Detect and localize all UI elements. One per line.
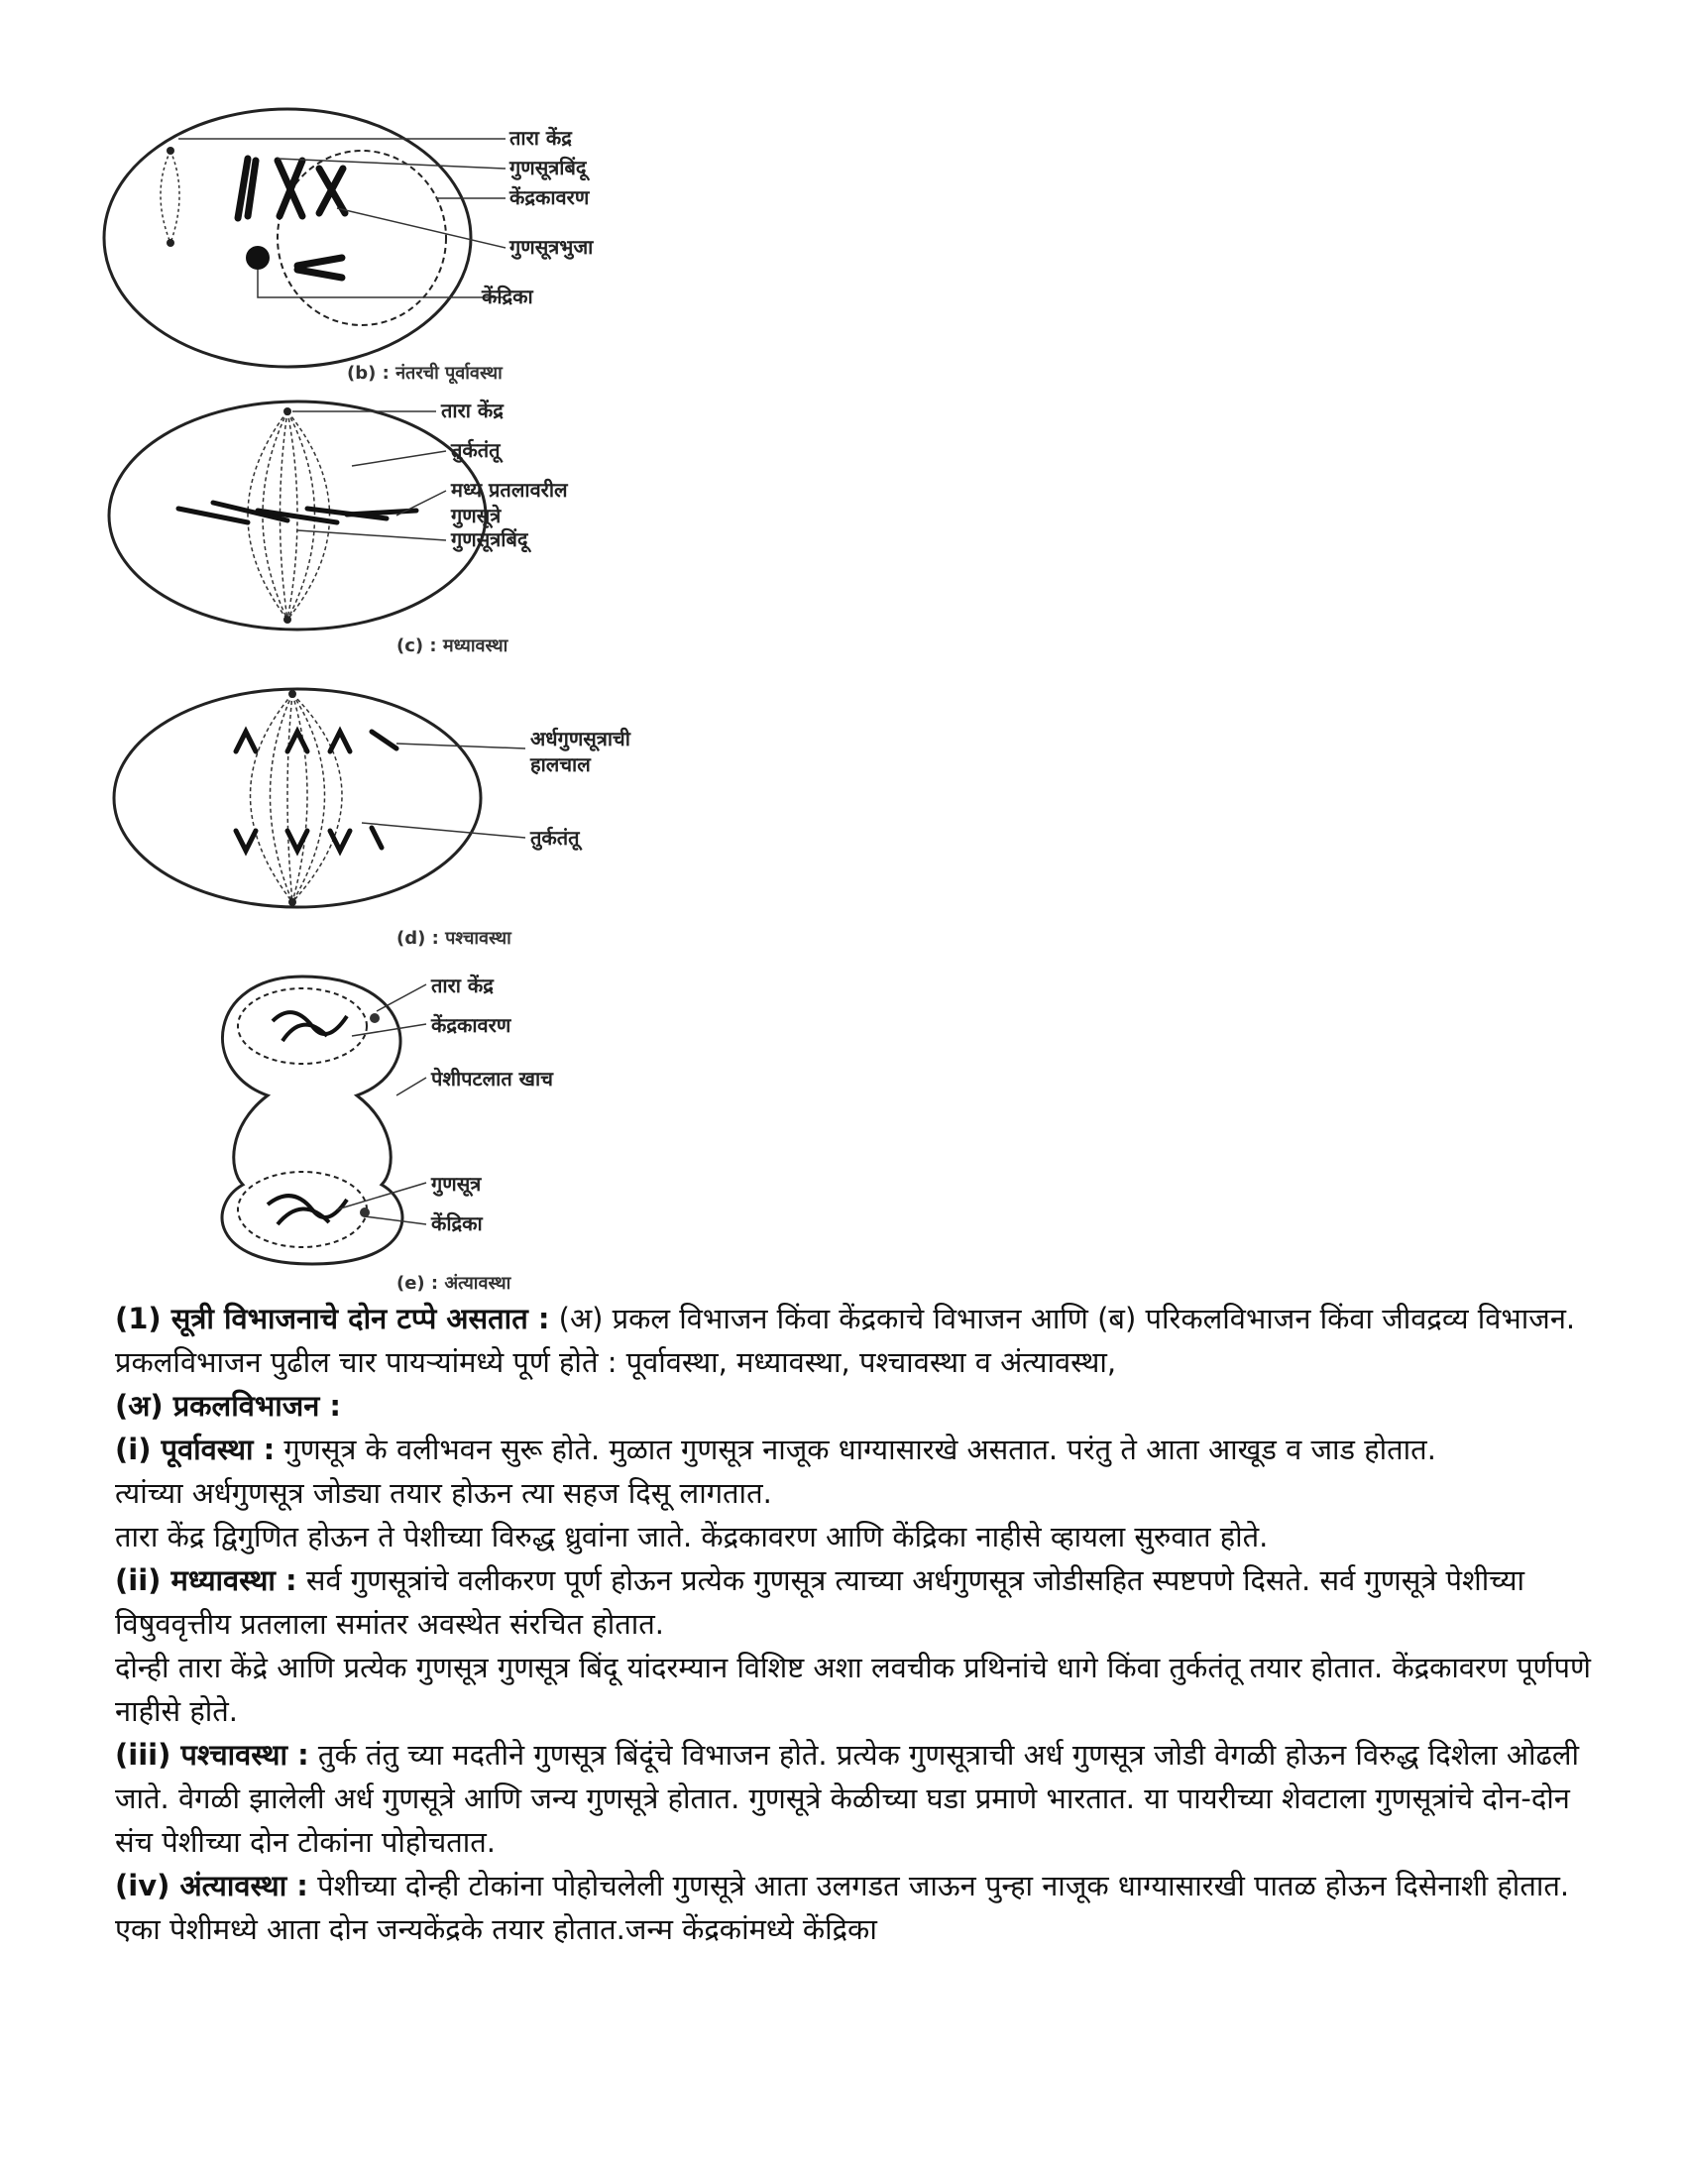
heading-telophase: (iv) अंत्यावस्था : [115,1869,308,1902]
spindle-fibres [251,694,343,902]
figure-caption: (b) : नंतरची पूर्वावस्था [347,363,503,384]
label-centromere: गुणसूत्रबिंदू [451,527,528,551]
paragraph-metaphase [115,1558,1592,1646]
centrosome [167,147,174,247]
paragraph-anaphase [115,1733,1592,1864]
figure-caption: (e) : अंत्यावस्था [396,1273,511,1294]
leader-line [258,270,506,297]
paragraph-body: (अ) प्रकल विभाजन किंवा केंद्रकाचे विभाजन आणि (ब) परिकलविभाजन किंवा जीवद्रव्य विभाजन. प्रकलविभाजन पुढील चार पायऱ्यांमध्ये पूर्ण होते : पूर्वावस्था, मध्यावस्था, पश्चावस्था व अंत्यावस्था, [115,1302,1576,1379]
label-spindle-fibre: तुर्कतंतू [530,826,580,850]
paragraph-body: गुणसूत्र के वलीभवन सुरू होते. मुळात गुणसूत्र नाजूक धाग्यासारखे असतात. परंतु ते आता आखूड व जाड होतात. [275,1433,1436,1466]
body-text [115,1297,1592,1951]
paragraph-chromatid-pairs: त्यांच्या अर्धगुणसूत्र जोड्या तयार होऊन त्या सहज दिसू लागतात. [115,1476,772,1510]
spindle-left [161,151,179,243]
heading-metaphase: (ii) मध्यावस्था : [115,1563,297,1597]
chromatids-moving [236,732,396,851]
chromatin [268,1012,347,1224]
heading-anaphase: (iii) पश्चावस्था : [115,1738,309,1772]
heading-mitosis-stages: (1) सूत्री विभाजनाचे दोन टप्पे असतात : [115,1302,550,1335]
paragraph-spindle-fibres: दोन्ही तारा केंद्रे आणि प्रत्येक गुणसूत्र गुणसूत्र बिंदू यांदरम्यान विशिष्ट अशा लवचीक प्रथिनांचे धागे किंवा तुर्कतंतू तयार होतात. केंद्रकावरण पूर्णपणे नाहीसे होते. [115,1651,1591,1728]
chromosomes [178,503,416,522]
heading-text: (अ) प्रकलविभाजन : [115,1389,342,1423]
nucleolus [246,246,270,270]
label-chromosomes: गुणसूत्रे [451,504,502,527]
nuclear-envelope [278,151,446,325]
figure-e-telophase [99,967,714,1294]
label-chromosome: गुणसूत्र [431,1172,482,1196]
label-cleavage-furrow: पेशीपटलात खाच [431,1067,553,1091]
label-centrosome: तारा केंद्र [431,974,494,997]
figure-d-anaphase [99,674,714,962]
label-chromosome-arm: गुणसूत्रभुजा [509,235,594,259]
label-nuclear-envelope: केंद्रकावरण [431,1013,511,1037]
figure-caption: (c) : मध्यावस्था [396,635,508,656]
label-spindle-fibre: तुर्कतंतू [451,438,501,462]
paragraph-mitosis-stages [115,1297,1592,1384]
label-nucleolus: केंद्रिका [431,1211,483,1235]
label-nucleolus: केंद्रिका [482,285,533,308]
paragraph-centrosome-division: तारा केंद्र द्विगुणित होऊन ते पेशीच्या विरुद्ध ध्रुवांना जाते. केंद्रकावरण आणि केंद्रिका नाहीसे व्हायला सुरुवात होते. [115,1520,1269,1553]
paragraph-prophase [115,1428,1592,1471]
figure-b-late-prophase [99,99,714,387]
figure-caption: (d) : पश्चावस्था [396,928,511,949]
cell-membrane [114,689,481,907]
heading-karyokinesis [115,1384,1592,1428]
paragraph-telophase [115,1864,1592,1951]
label-movement: हालचाल [530,752,591,776]
label-chromatid-movement: अर्धगुणसूत्राची [530,727,630,750]
paragraph-body: सर्व गुणसूत्रांचे वलीकरण पूर्ण होऊन प्रत्येक गुणसूत्र त्याच्या अर्धगुणसूत्र जोडीसहित स्पष्टपणे दिसते. सर्व गुणसूत्रे पेशीच्या विषुववृत्तीय प्रतलाला समांतर अवस्थेत संरचित होतात. [115,1563,1525,1641]
label-metaphase-plate: मध्य प्रतलावरील [451,478,568,502]
label-centrosome: तारा केंद्र [441,399,504,422]
label-centrosome: तारा केंद्र [509,126,572,150]
heading-prophase: (i) पूर्वावस्था : [115,1433,276,1466]
figure-c-metaphase [99,392,714,669]
cell-membrane [104,109,471,367]
leader-line [337,208,506,248]
paragraph-body: पेशीच्या दोन्ही टोकांना पोहोचलेली गुणसूत्रे आता उलगडत जाऊन पुन्हा नाजूक धाग्यासारखी पातळ होऊन दिसेनाशी होतात. एका पेशीमध्ये आता दोन जन्यकेंद्रके तयार होतात.जन्म केंद्रकांमध्ये केंद्रिका [115,1869,1570,1946]
label-nuclear-envelope: केंद्रकावरण [509,185,590,209]
label-centromere: गुणसूत्रबिंदू [509,156,587,179]
paragraph-body: तुर्क तंतु च्या मदतीने गुणसूत्र बिंदूंचे विभाजन होते. प्रत्येक गुणसूत्राची अर्ध गुणसूत्र जोडी वेगळी होऊन विरुद्ध दिशेला ओढली जाते. वेगळी झालेली अर्ध गुणसूत्रे आणि जन्य गुणसूत्रे होतात. गुणसूत्रे केळीच्या घडा प्रमाणे भारतात. या पायरीच्या शेवटाला गुणसूत्रांचे दोन-दोन संच पेशीच्या दोन टोकांना पोहोचतात. [115,1738,1579,1859]
